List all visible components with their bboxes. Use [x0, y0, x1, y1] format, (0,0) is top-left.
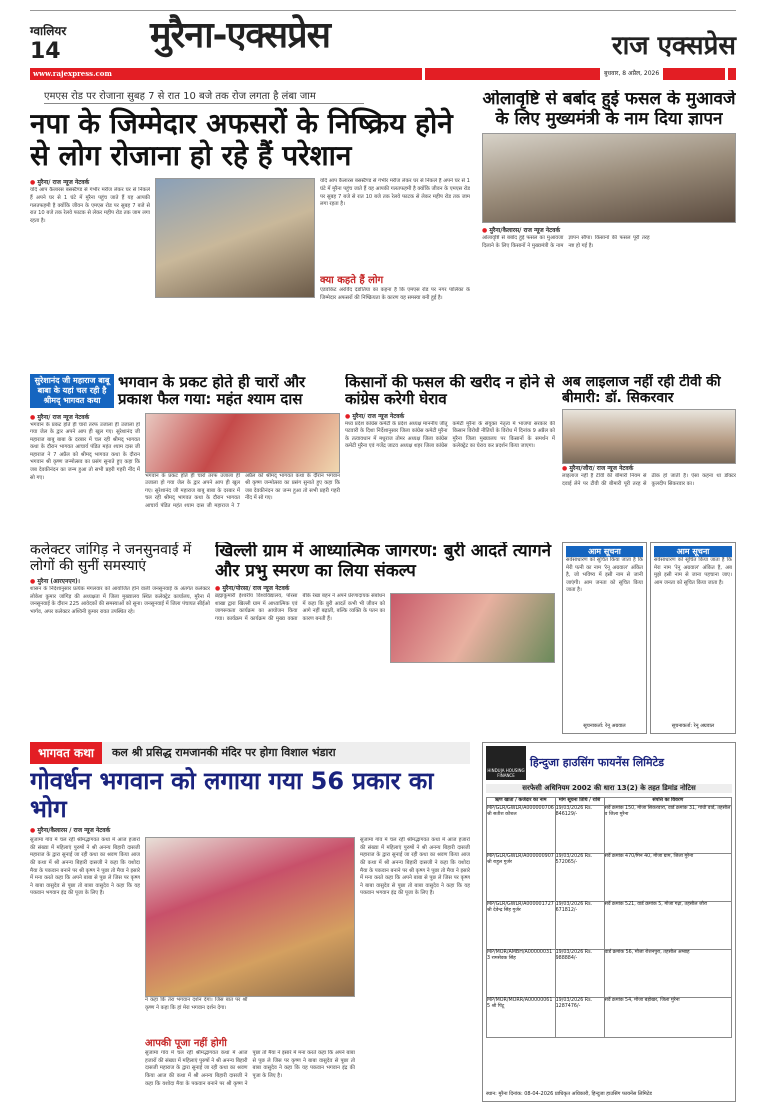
byline: ● मुरैना/ राज न्यूज नेटवर्क [30, 178, 150, 187]
website-link[interactable]: www.rajexpress.com [30, 68, 422, 80]
ad-footer: स्थान: मुरैना दिनांक: 08-04-2026 प्राधिकृत अधिकारी, हिन्दुजा हाउसिंग फायनेंस लिमिटेड [486, 1091, 652, 1097]
cell: सर्वे क्रमांक 54, मौजा बड़ोखर, जिला मुरैना [604, 997, 731, 1037]
notice-body: सर्वसाधारण को सूचित किया जाता है कि मेरा नाम 'रेनू अग्रवाल' अंकित है, अब मुझे इसी नाम से जाना पहचाना जाए। आम जनता को सूचित किया जाता है। [654, 557, 732, 586]
cell: सर्वे क्रमांक 150, मौजा सिकरवारा, वार्ड क्रमांक 31, गांधी वार्ड, तहसील व जिला मुरैना [604, 805, 731, 853]
story-headline: भगवान के प्रकट होते ही चारों और प्रकाश फैल गया: महंत श्याम दास [118, 374, 306, 409]
story-khilli [215, 542, 555, 734]
notice-body: सर्वसाधारण को सूचित किया जाता है कि मेरी पत्नी का नाम 'रेनू अग्रवाल' अंकित है, जो भविष्य में इसी नाम से जानी जाएंगी। आम जनता को सूचित किया जाता है। [566, 557, 643, 594]
cell: 19/03/2026 Rs. 988884/- [555, 949, 604, 997]
notice-box [650, 542, 736, 734]
tb-event-photo [562, 409, 736, 464]
story-lead [30, 90, 470, 368]
issue-date: बुधवार, 8 अप्रैल, 2026 [600, 68, 663, 80]
story-headline: गोवर्धन भगवान को लगाया गया 56 प्रकार का भोग [30, 767, 434, 823]
cell: सर्वे क्रमांक 470/मिन 40, मौजा ग्राम, जिला मुरैना [604, 853, 731, 901]
byline: ● मुरैना/कैलारस/ राज न्यूज नेटवर्क [482, 226, 736, 235]
notice-signer: सूचनाकर्ता: रेनू अग्रवाल [583, 723, 626, 729]
story-headline: नपा के जिम्मेदार अफसरों के निष्क्रिय होने से लोग रोजाना हो रहे हैं परेशान [30, 107, 453, 173]
cell: MP/GLR/GWLR/A000000907 श्री राहुल गुर्जर [487, 853, 556, 901]
notice-title: आम सूचना [566, 546, 643, 557]
subheading: क्या कहते हैं लोग [320, 275, 384, 287]
story-kicker: कल श्री प्रसिद्ध रामजानकी मंदिर पर होगा विशाल भंडारा [111, 746, 336, 759]
hinduja-ad [482, 742, 736, 1102]
subheading: आपकी पूजा नहीं होगी [145, 1038, 227, 1050]
notice-title: सरफेसी अधिनियम 2002 की धारा 13(2) के तहत डिमांड नोटिस [486, 784, 732, 793]
col-header: ऋण खाता / कर्जदार का नाम [487, 798, 556, 806]
story-body: यदि आप कैलारस बसस्टैण्ड से गंभीर मरीज लेकर घर से निकले हैं अपने घर से 1 घंटे में मुरैना पहुंच जाते हैं यह आपकी गलतफहमी है क्योंकि जीवन के एमएस रोड पर सुबह 7 बजे से रात 10 बजे तक रेलवे फाटक से लेकर महीप रोड तक जाम लगा रहता है। [30, 187, 150, 224]
story-govardhan [30, 742, 470, 1102]
col-header: मांग सूचना तिथि / राशि [555, 798, 604, 806]
story-tag: भागवत कथा [30, 742, 102, 764]
notice-signer: सूचनाकर्ता: रेनू अग्रवाल [671, 723, 715, 729]
masthead: मुरैना-एक्सप्रेस [150, 15, 330, 56]
byline: ● मुरैना/ राज न्यूज नेटवर्क [345, 412, 555, 421]
public-notices [562, 542, 736, 734]
cell: 19/03/2026 Rs. 846129/- [555, 805, 604, 853]
byline: ● मुरैना (आरएनएन)। [30, 577, 210, 586]
story-body-continued: ने कहा कि तेरा भगवान दर्शन देगा। जिस बात पर श्री कृष्ण ने कहा कि हां मेरा भगवान दर्शन देगा। [145, 997, 248, 1011]
red-bar [728, 68, 736, 80]
story-body-3: सुजामा गांव में चल रही श्रीमद्भागवत कथा में आज हजारों की संख्या में महिलाएं पुरुषों ने श्री अनन्य बिहारी दासजी महाराज के द्वारा सुनाई जा रही कथा का श्रवण किया आज की कथा में श्री अनन्य बिहारी दासजी ने कहा कि यशोदा मैया के पकवान बनाने पर श्री कृष्ण ने पूछा तो मैया ने इसारे में मना करते कहा कि अपने बाबा से पूछ ले जिस पर कृष्ण ने बाबा वासुदेव से पूछा तो बाबा वासुदेव ने कहा कि यह पकवान भगवान इंद्र की पूजा के लिए है। [360, 837, 470, 897]
story-headline: खिल्ली ग्राम में आध्यात्मिक जागरण: बुरी आदतें त्यागने और प्रभु स्मरण का लिया संकल्प [215, 542, 552, 581]
story-headline: किसानों की फसल की खरीद न होने से कांग्रेस करेगी घेराव [345, 374, 555, 409]
edition-city: ग्वालियर [30, 24, 67, 38]
byline: ● मुरैना/ राज न्यूज नेटवर्क [30, 413, 140, 422]
story-jansunwai [30, 542, 210, 734]
story-body: लाइलाज नहीं है टीवी की बीमारी नियम से दवाई लेने पर टीवी की बीमारी पूरी तरह से ठीक हो जाती है। ऐसा कहना था डॉक्टर कुलदीप सिकरवार का। [562, 473, 736, 487]
story-body: शासन के निर्देशानुसार प्रत्येक मंगलवार को आयोजित होने वाली जनसुनवाई के अंतर्गत कलेक्टर लोकेश कुमार जांगिड़ की अध्यक्षता में जिला मुख्यालय स्थित कलेक्ट्रेट कार्यालय, मुरैना में जनसुनवाई के दौरान 225 आवेदकों की समस्याओं को सुना। जनसुनवाई में जिला पंचायत सीईओ भार्गव, अपर कलेक्टर अश्विनी कुमार रावत उपस्थित रहे। [30, 586, 210, 615]
cell: 19/03/2026 Rs. 1287476/- [555, 997, 604, 1037]
story-body: मध्य प्रदेश कांग्रेस कमेटी के प्रदेश अध्यक्ष माननीय जीतू पटवारी के दिशा निर्देशानुसार जिला कांग्रेस कमेटी मुरैना के तत्वावधान में मधुराज तोमर अध्यक्ष जिला कांग्रेस कमेटी मुरैना एवं गजेंद्र जाटव अध्यक्ष शहर जिला कांग्रेस कमेटी मुरैना के संयुक्त नेतृत्व में भाजपा सरकार की किसान विरोधी नीतियों के विरोध में दिनांक 9 अप्रैल को मुरैना जिला मुख्यालय पर किसानों के समर्थन में कलेक्ट्रेट का घेराव कर प्रदर्शन किया जाएगा। [345, 420, 555, 450]
cell: MP/GLR/GWLR/A000001727 श्री देवेन्द्र सिंह गुर्जर [487, 901, 556, 949]
brahmakumari-photo [390, 593, 555, 663]
story-headline: कलेक्टर जांगिड़ ने जनसुनवाई में लोगों की सुनीं समस्याएं [30, 542, 192, 575]
story-kicker: एमएस रोड पर रोजाना सुबह 7 से रात 10 बजे तक रोज लगता है लंबा जाम [44, 90, 364, 104]
cell: MP/GLR/GWLR/A000000706 श्री सतीश कौशल [487, 805, 556, 853]
page-number: 14 [30, 39, 61, 64]
story-congress [345, 374, 555, 536]
story-bhagwat [30, 374, 340, 536]
top-rule [30, 10, 736, 11]
cell: MP/MOR/MORR/A000000615 श्री पिंटू [487, 997, 556, 1037]
story-body: ब्रह्माकुमारी ईश्वरीय विश्वविद्यालय, पोरसा शाखा द्वारा खिल्ली ग्राम में आध्यात्मिक एवं जागरूकता कार्यक्रम का आयोजन किया गया। कार्यक्रम में कार्यक्रम की मुख्य वक्ता बीके रेखा बहन ने अपने प्रेरणादायक संबोधन में कहा कि बुरी आदतें कभी भी जीवन को आगे नहीं बढ़ाती, बल्कि व्यक्ति के पतन का कारण बनती हैं। [215, 593, 385, 622]
bhog-photo [145, 837, 355, 997]
story-body: ओलावृष्टि से बर्बाद हुई फसल का मुआवजा दिलाने के लिए किसानों ने मुख्यमंत्री के नाम ज्ञापन सौंपा। किसानों की फसल पूरी तरह नष्ट हो गई है। [482, 235, 650, 249]
story-headline: ओलावृष्टि से बर्बाद हुई फसल के मुआवजे के लिए मुख्यमंत्री के नाम दिया ज्ञापन [482, 90, 736, 129]
notice-box [562, 542, 647, 734]
cell: 19/03/2026 Rs. 572065/- [555, 853, 604, 901]
story-headline: अब लाइलाज नहीं रही टीवी की बीमारी: डॉ. सिकरवार [562, 374, 721, 407]
cell: 19/03/2026 Rs. 671812/- [555, 901, 604, 949]
col-header: संपत्ति का विवरण [604, 798, 731, 806]
hinduja-logo: HINDUJA HOUSING FINANCE [486, 746, 526, 780]
cell: MP/MOR/AMBH/A000000313 रामसेवक सिंह [487, 949, 556, 997]
byline: ● मुरैना/पोरसा/ राज न्यूज नेटवर्क [215, 584, 555, 593]
story-body-2: एडवोकेट अरविंद दंडोतिया का कहना है कि एमएस रोड पर नगर पालिका के जिम्मेदार अफसरों की निष्क्रियता के कारण यह समस्या बनी हुई है। [320, 287, 470, 301]
red-bar [425, 68, 725, 80]
byline: ● मुरैना/जौरा/ राज न्यूज नेटवर्क [562, 464, 736, 473]
cell: सर्वे क्रमांक 521, वार्ड क्रमांक 5, मौजा गढ़ा, तहसील जौरा [604, 901, 731, 949]
brand-name: राज एक्सप्रेस [611, 31, 736, 61]
story-body-2: सुजामा गांव में चल रही श्रीमद्भागवत कथा में आज हजारों की संख्या में महिलाएं पुरुषों ने श्री अनन्य बिहारी दासजी महाराज के द्वारा सुनाई जा रही कथा का श्रवण किया आज की कथा में श्री अनन्य बिहारी दासजी ने कहा कि यशोदा मैया के पकवान बनाने पर श्री कृष्ण ने पूछा तो मैया ने इसारे में मना करते कहा कि अपने बाबा से पूछ ले जिस पर कृष्ण ने बाबा वासुदेव से पूछा तो बाबा वासुदेव ने कहा कि यह पकवान भगवान इंद्र की पूजा के लिए है। [145, 1050, 355, 1087]
memorandum-photo [482, 133, 736, 223]
traffic-jam-photo [155, 178, 315, 298]
company-name: हिन्दुजा हाउसिंग फायनेंस लिमिटेड [530, 756, 665, 769]
cell: वार्ड क्रमांक 56, मौजा रोशनपुरा, तहसील अम्बाह [604, 949, 731, 997]
story-hailstorm [482, 90, 736, 368]
byline: ● मुरैना/कैलारस / राज न्यूज नेटवर्क [30, 826, 470, 835]
story-body: भगवान के प्रकट होते ही चारों तरफ उजाला ही उजाला हो गया जेल के द्वार अपने आप ही खुल गए। सुरेशानंद जी महाराज बाबू बाबा के दरबार में चल रही श्रीमद् भागवत कथा के दौरान भागवत आचार्य पंडित महंत श्याम दास जी महाराज ने 7 अप्रैल को श्रीमद् भागवत कथा के दौरान भगवान श्री कृष्ण जन्मोत्सव का प्रसंग सुनाते हुए कहा कि जब देवकीनंदन का जन्म हुआ तो सभी प्रहरी गहरी नींद में सो गए। [30, 421, 140, 481]
story-tag: सुरेशानंद जी महाराज बाबू बाबा के यहां चल रही है श्रीमद् भागवत कथा [30, 374, 114, 408]
story-body: सुजामा गांव में चल रही श्रीमद्भागवत कथा में आज हजारों की संख्या में महिलाएं पुरुषों ने श्री अनन्य बिहारी दासजी महाराज के द्वारा सुनाई जा रही कथा का श्रवण किया आज की कथा में श्री अनन्य बिहारी दासजी ने कहा कि यशोदा मैया के पकवान बनाने पर श्री कृष्ण ने पूछा तो मैया ने इसारे में मना करते कहा कि अपने बाबा से पूछ ले जिस पर कृष्ण ने बाबा वासुदेव से पूछा तो बाबा वासुदेव ने कहा कि यह पकवान भगवान इंद्र की पूजा के लिए है। [30, 837, 140, 897]
story-body-continued: यदि आप कैलारस बसस्टैण्ड से गंभीर मरीज लेकर घर से निकले हैं अपने घर से 1 घंटे में मुरैना पहुंच जाते हैं यह आपकी गलतफहमी है क्योंकि जीवन के एमएस रोड पर सुबह 7 बजे से रात 10 बजे तक रेलवे फाटक से लेकर महीप रोड तक जाम लगा रहता है। [320, 178, 470, 208]
notice-title: आम सूचना [654, 546, 732, 557]
katha-photo [145, 413, 340, 473]
story-body-continued: भगवान के प्रकट होते ही चारों तरफ उजाला ही उजाला हो गया जेल के द्वार अपने आप ही खुल गए। सुरेशानंद जी महाराज बाबू बाबा के दरबार में चल रही श्रीमद् भागवत कथा के दौरान भागवत आचार्य पंडित महंत श्याम दास जी महाराज ने 7 अप्रैल को श्रीमद् भागवत कथा के दौरान भगवान श्री कृष्ण जन्मोत्सव का प्रसंग सुनाते हुए कहा कि जब देवकीनंदन का जन्म हुआ तो सभी प्रहरी गहरी नींद में सो गए। [145, 472, 340, 509]
story-tb [562, 374, 736, 536]
demand-notice-table [486, 797, 732, 1038]
